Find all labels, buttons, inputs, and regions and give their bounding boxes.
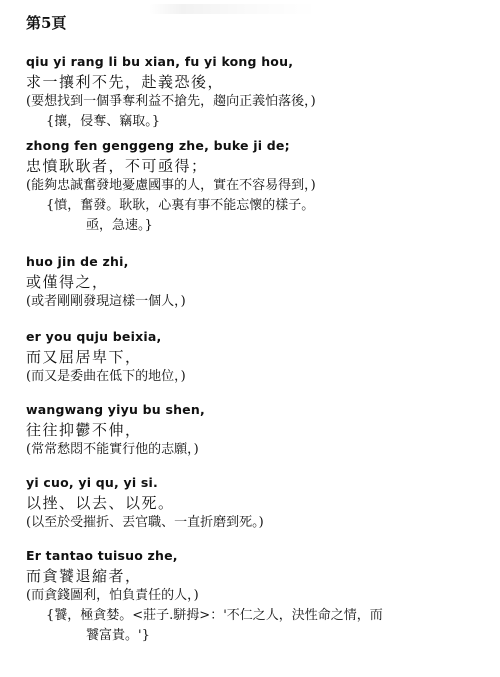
translation-line: (常常愁悶不能實行他的志願，) [26, 442, 199, 457]
annotation-line: {攘，侵奪、竊取。} [46, 114, 161, 129]
translation-line: (能夠忠誠奮發地憂慮國事的人，實在不容易得到，) [26, 178, 316, 193]
chinese-line: 往往抑鬱不伸， [26, 421, 142, 439]
translation-line: (以至於受摧折、丟官職、一直折磨到死。) [26, 515, 264, 530]
page-number-header: 第5頁 [26, 14, 67, 32]
annotation-line: {憤，奮發。耿耿，心裏有事不能忘懷的樣子。 [46, 198, 315, 213]
chinese-line: 而貪饕退縮者， [26, 567, 142, 585]
translation-line: (而又是委曲在低下的地位，) [26, 369, 186, 384]
stanza-3 [26, 252, 490, 312]
chinese-line: 求一攘利不先，赴義恐後， [26, 73, 225, 91]
translation-line: (而貪錢圖利，怕負責任的人，) [26, 588, 199, 603]
translation-line: (或者剛剛發現這樣一個人，) [26, 294, 186, 309]
translation-line: (要想找到一個爭奪利益不搶先，趨向正義怕落後，) [26, 94, 316, 109]
chinese-line: 忠憤耿耿者，不可亟得； [26, 157, 208, 175]
annotation-line: {饕，極貪婪。<莊子.駢拇>：'不仁之人，決性命之情，而 [46, 608, 383, 623]
stanza-4 [26, 327, 490, 387]
chinese-line: 以挫、以去、以死。 [26, 494, 175, 512]
chinese-line: 而又屈居卑下， [26, 348, 142, 366]
pinyin-line: huo jin de zhi, [26, 254, 129, 269]
stanza-6 [26, 473, 490, 533]
annotation-line-continued: 亟，急速。} [86, 218, 153, 233]
pinyin-line: zhong fen genggeng zhe, buke ji de; [26, 138, 290, 153]
pinyin-line: wangwang yiyu bu shen, [26, 402, 205, 417]
stanza-2 [26, 136, 490, 236]
chinese-line: 或僅得之， [26, 273, 109, 291]
scan-smudge [148, 4, 318, 14]
stanza-5 [26, 400, 490, 460]
pinyin-line: qiu yi rang li bu xian, fu yi kong hou, [26, 54, 294, 69]
stanza-1 [26, 52, 490, 132]
annotation-line-continued: 饕富貴。'} [86, 628, 150, 643]
stanza-7 [26, 546, 490, 646]
pinyin-line: Er tantao tuisuo zhe, [26, 548, 178, 563]
pinyin-line: yi cuo, yi qu, yi si. [26, 475, 158, 490]
pinyin-line: er you quju beixia, [26, 329, 162, 344]
